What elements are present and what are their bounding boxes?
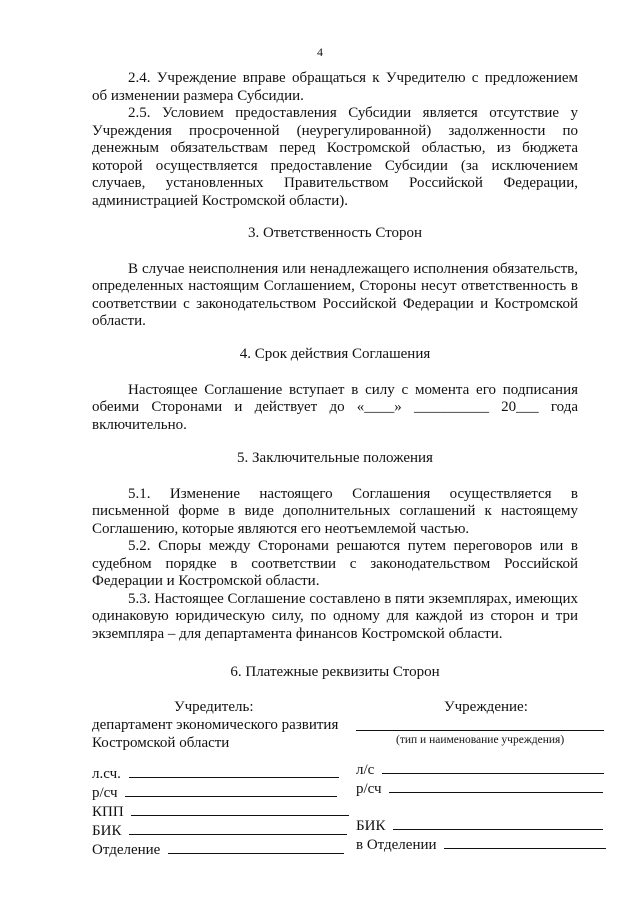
institution-bik-line xyxy=(393,816,603,830)
institution-column xyxy=(356,698,608,854)
founder-field-settlement xyxy=(92,783,352,802)
institution-account-line xyxy=(382,760,604,774)
founder-branch-label: Отделение xyxy=(92,842,161,858)
institution-caption: (тип и наименование учреждения) xyxy=(396,734,565,746)
founder-org-line1: департамент экономического развития xyxy=(92,717,339,733)
page-number: 4 xyxy=(317,45,323,59)
institution-field-account xyxy=(356,760,608,779)
section-5 xyxy=(92,450,578,643)
clause-5-2: 5.2. Споры между Сторонами решаются путем переговоров или в судебном порядке в соответствии с законодательством Российской Федерации и Костромской области. xyxy=(92,538,578,589)
institution-bik-label: БИК xyxy=(356,818,386,834)
founder-account-label: л.сч. xyxy=(92,766,121,782)
institution-account-label: л/с xyxy=(356,762,375,778)
institution-field-settlement xyxy=(356,779,608,798)
clause-2-4: 2.4. Учреждение вправе обращаться к Учредителю с предложением об изменении размера Субсидии. xyxy=(92,70,578,104)
founder-column xyxy=(92,698,352,859)
clause-5-3: 5.3. Настоящее Соглашение составлено в пяти экземплярах, имеющих одинаковую юридическую силу, по одному для каждой из сторон и три экземпляра – для департамента финансов Костромской области. xyxy=(92,590,578,642)
section-6-title: 6. Платежные реквизиты Сторон xyxy=(230,664,440,680)
founder-account-line xyxy=(129,764,339,778)
founder-bik-label: БИК xyxy=(92,823,122,839)
founder-settlement-label: р/сч xyxy=(92,785,118,801)
clause-5-1: 5.1. Изменение настоящего Соглашения осуществляется в письменной форме в виде дополнительных соглашений к настоящему Соглашению, которые являются его неотъемлемой частью. xyxy=(92,485,578,537)
institution-heading: Учреждение: xyxy=(444,699,528,715)
founder-field-branch xyxy=(92,840,352,859)
section-3 xyxy=(92,225,578,331)
founder-heading: Учредитель: xyxy=(174,699,254,715)
founder-settlement-line xyxy=(125,783,337,797)
section-5-title: 5. Заключительные положения xyxy=(237,450,433,466)
section-3-title: 3. Ответственность Сторон xyxy=(247,225,423,241)
clauses-2 xyxy=(92,70,578,210)
founder-field-kpp xyxy=(92,802,352,821)
section-3-text: В случае неисполнения или ненадлежащего исполнения обязательств, определенных настоящим Соглашением, Стороны несут ответственность в соответствии с законодательством Российской Федерации и Костромской области. xyxy=(92,260,578,329)
institution-branch-label: в Отделении xyxy=(356,837,437,853)
founder-field-account xyxy=(92,764,352,783)
clause-2-5: 2.5. Условием предоставления Субсидии является отсутствие у Учреждения просроченной (неурегулированной) задолженности по денежным обязательствам перед Костромской областью, из бюджета которой осуществляется предоставление Субсидии (за исключением случаев, установленных Правительством Российской Федерации, администрацией Костромской области). xyxy=(92,105,578,209)
institution-settlement-label: р/сч xyxy=(356,781,382,797)
founder-branch-line xyxy=(168,840,344,854)
institution-field-branch xyxy=(356,835,608,854)
founder-bik-line xyxy=(129,821,347,835)
section-6 xyxy=(92,664,578,682)
section-4-title: 4. Срок действия Соглашения xyxy=(239,346,431,362)
founder-field-bik xyxy=(92,821,352,840)
founder-org-line2: Костромской области xyxy=(92,735,230,751)
institution-branch-line xyxy=(444,835,606,849)
founder-kpp-line xyxy=(131,802,349,816)
section-4 xyxy=(92,346,578,434)
section-4-text: Настоящее Соглашение вступает в силу с момента его подписания обеими Сторонами и действует до «____» __________ 20___ года включительно. xyxy=(92,381,578,433)
institution-blank-row xyxy=(356,798,608,816)
requisites-block xyxy=(92,698,612,858)
institution-settlement-line xyxy=(389,779,603,793)
institution-name-line xyxy=(356,716,604,731)
founder-kpp-label: КПП xyxy=(92,804,124,820)
institution-field-bik xyxy=(356,816,608,835)
